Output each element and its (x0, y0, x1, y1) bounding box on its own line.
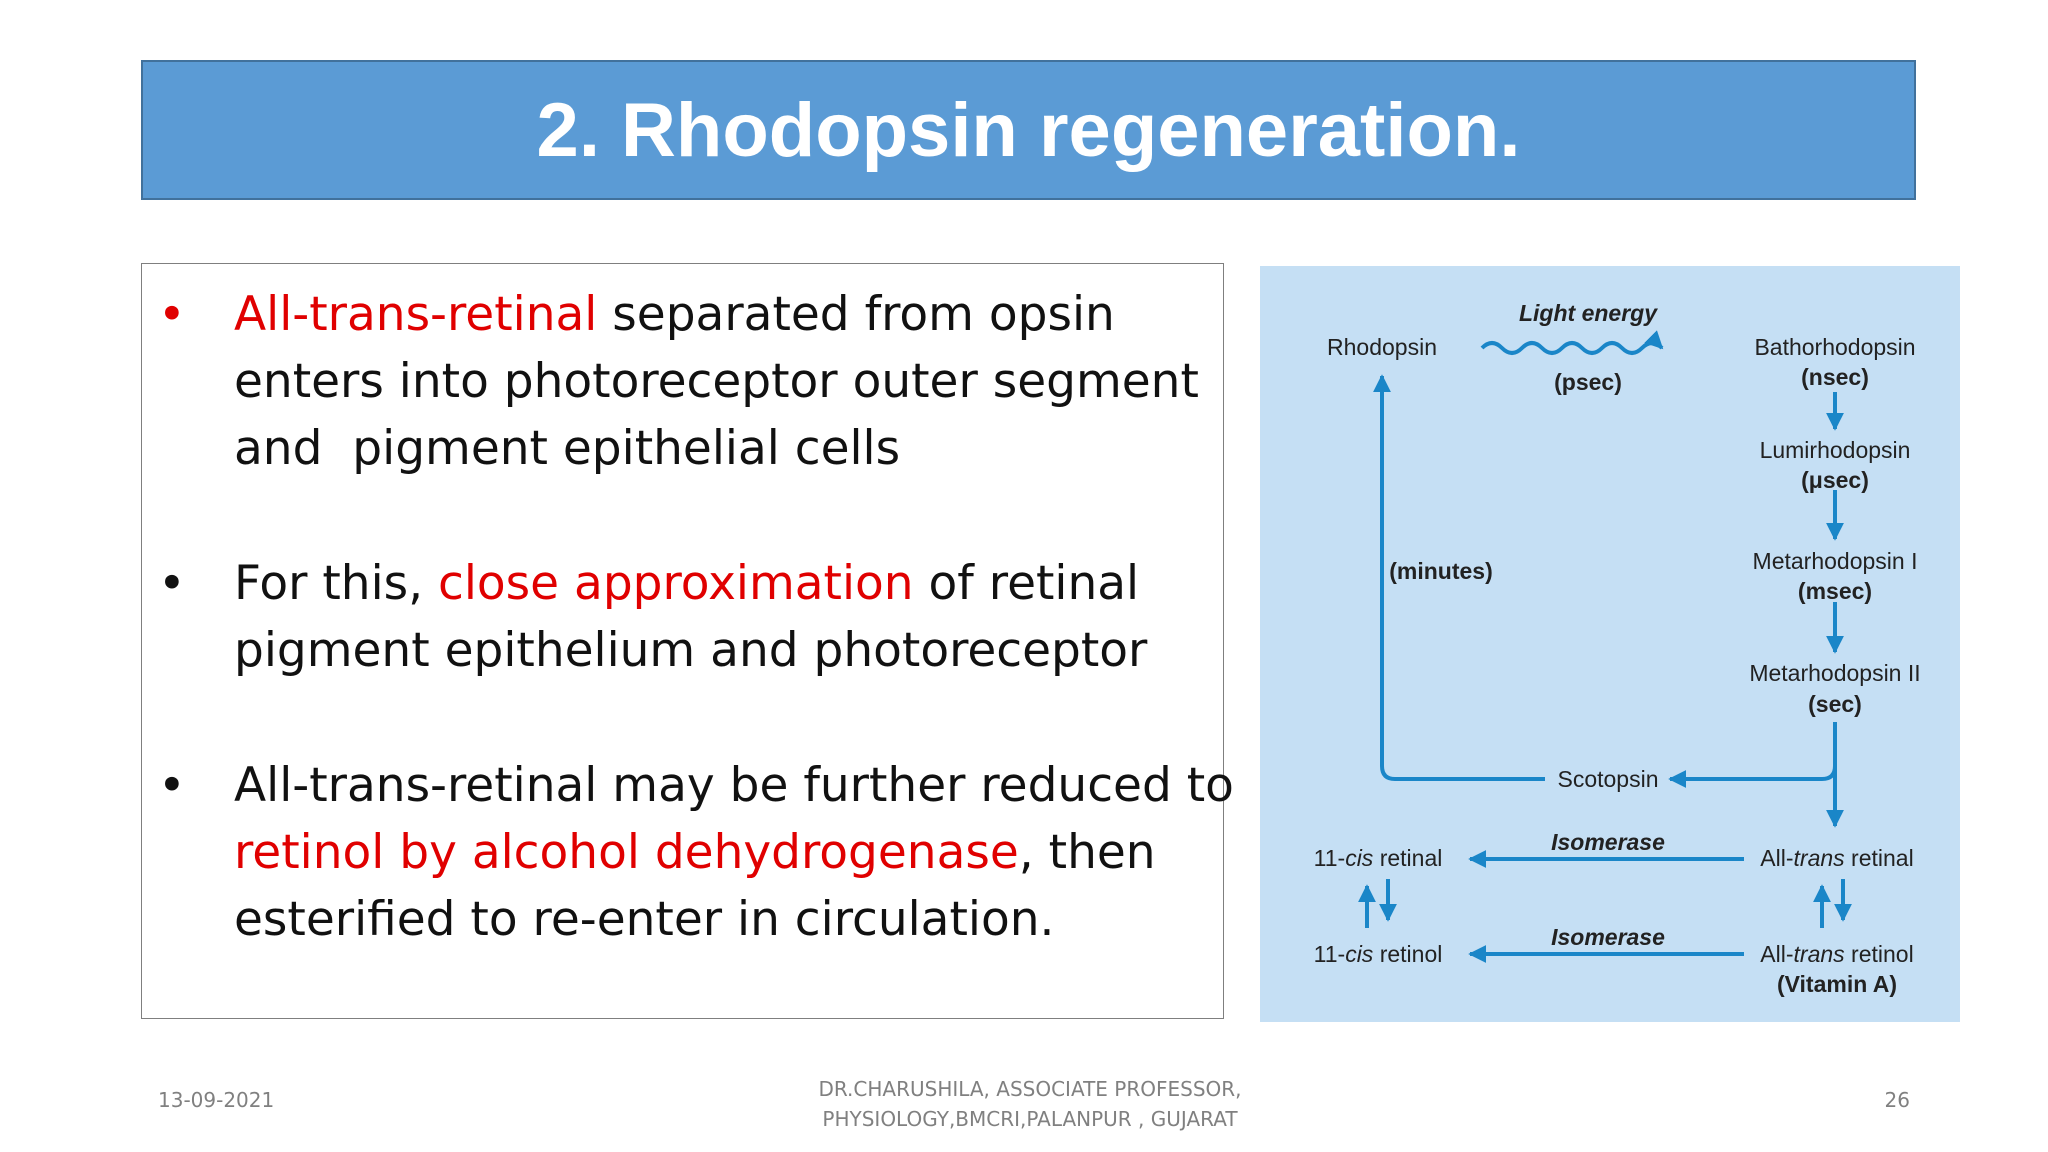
scotopsin-label: Scotopsin (1557, 766, 1659, 792)
bullet-line (234, 348, 1212, 415)
vitamin-a-label: (Vitamin A) (1776, 971, 1898, 997)
nsec-label: (nsec) (1801, 364, 1869, 390)
slide-title: 2. Rhodopsin regeneration. (536, 87, 1521, 173)
bullet-text (234, 752, 1234, 953)
highlighted-text: close approximation (438, 556, 914, 611)
isomerase-label-2: Isomerase (1551, 924, 1665, 950)
footer-page-number: 26 (1884, 1088, 1910, 1112)
rhodopsin-label: Rhodopsin (1327, 334, 1437, 360)
highlighted-text: All-trans-retinal (234, 287, 598, 342)
metarhodopsin1-label: Metarhodopsin I (1752, 548, 1918, 574)
text-segment: , then (1018, 825, 1156, 880)
usec-label: (μsec) (1801, 467, 1869, 493)
title-bar (141, 60, 1916, 200)
bathorhodopsin-label: Bathorhodopsin (1754, 334, 1916, 360)
bullet-line (234, 886, 1212, 953)
text-segment: of retinal (913, 556, 1140, 611)
light-energy-label: Light energy (1518, 300, 1658, 326)
footer-author-line2: PHYSIOLOGY,BMCRI,PALANPUR , GUJARAT (822, 1107, 1238, 1131)
sec-label: (sec) (1808, 691, 1862, 717)
text-segment: esterified to re-enter in circulation. (234, 892, 1055, 947)
minutes-label: (minutes) (1389, 558, 1493, 584)
lumirhodopsin-label: Lumirhodopsin (1759, 437, 1911, 463)
arrow-to-scotopsin (1670, 766, 1835, 779)
rhodopsin-cycle-svg (1260, 266, 1960, 1022)
bullet-marker: • (158, 287, 186, 342)
bullet-line (234, 415, 1212, 482)
isomerase-label-1: Isomerase (1551, 829, 1665, 855)
footer-date: 13-09-2021 (158, 1088, 275, 1112)
cis-retinal-label: 11-cis retinal (1313, 845, 1443, 871)
bullet-line (234, 550, 1212, 617)
text-segment: pigment epithelium and photoreceptor (234, 623, 1148, 678)
trans-retinol-label: All-trans retinol (1760, 941, 1914, 967)
psec-label: (psec) (1554, 369, 1622, 395)
text-segment: For this, (234, 556, 439, 611)
text-segment: All-trans-retinal may be further reduced to (234, 758, 1234, 813)
footer-author-line1: DR.CHARUSHILA, ASSOCIATE PROFESSOR, (818, 1077, 1242, 1101)
text-segment: and pigment epithelial cells (234, 421, 901, 476)
text-segment: separated from opsin (597, 287, 1115, 342)
rhodopsin-cycle-diagram (1260, 266, 1960, 1022)
bullet-text (234, 281, 1212, 482)
bullet-line (234, 819, 1212, 886)
cis-retinol-label: 11-cis retinol (1313, 941, 1443, 967)
metarhodopsin2-label: Metarhodopsin II (1749, 660, 1921, 686)
text-segment: enters into photoreceptor outer segment (234, 354, 1199, 409)
bullet-line (234, 281, 1212, 348)
footer-author (740, 1074, 1320, 1134)
bullet-marker: • (158, 758, 186, 813)
trans-retinal-label: All-trans retinal (1760, 845, 1914, 871)
light-energy-arrow (1482, 343, 1662, 353)
bullet-marker: • (158, 556, 186, 611)
highlighted-text: retinol by alcohol dehydrogenase (234, 825, 1019, 880)
bullet-text-box (141, 263, 1234, 1019)
msec-label: (msec) (1797, 578, 1873, 604)
bullet-line (234, 617, 1212, 684)
bullet-text (234, 550, 1212, 684)
bullet-line (234, 752, 1234, 819)
